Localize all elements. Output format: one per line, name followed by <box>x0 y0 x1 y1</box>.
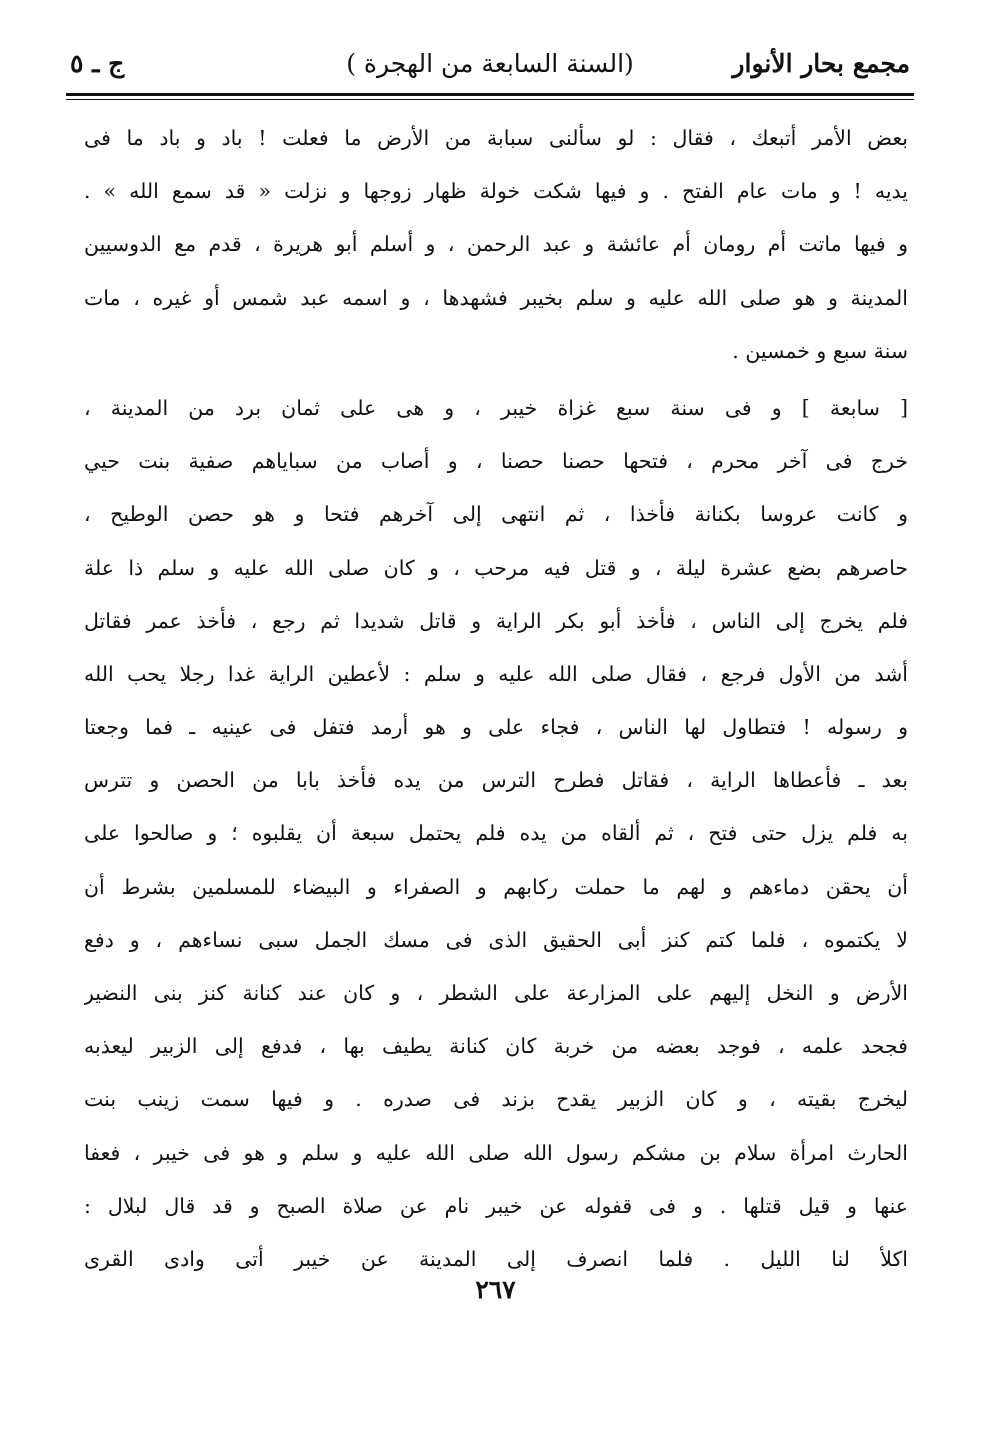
text-line: [ سابعة ] و فى سنة سبع غزاة خيبر ، و هى على ثمان برد من المدينة ، <box>84 395 908 420</box>
text-line: و كانت عروسا بكنانة فأخذا ، ثم انتهى إلى آخرهم فتحا و هو حصن الوطيح ، <box>84 502 908 527</box>
text-line: الأرض و النخل إليهم على المزارعة على الشطر ، و كان عند كنانة كنز بنى النضير <box>84 981 908 1005</box>
text-line: بعد ـ فأعطاها الراية ، فقاتل فطرح الترس من يده فأخذ بابا من الحصن و تترس <box>84 768 908 793</box>
text-line: به فلم يزل حتى فتح ، ثم ألقاه من يده فلم يحتمل سبعة أن يقلبوه ؛ و صالحوا على <box>84 821 908 846</box>
header-rule-thick <box>66 93 914 96</box>
book-title: مجمع بحار الأنوار <box>732 49 910 78</box>
text-line: المدينة و هو صلى الله عليه و سلم بخيبر فشهدها ، و اسمه عبد شمس أو غيره ، مات <box>84 285 908 310</box>
text-line: أشد من الأول فرجع ، فقال صلى الله عليه و سلم : لأعطين الراية غدا رجلا يحب الله <box>84 661 908 686</box>
text-line: بعض الأمر أتبعك ، فقال : لو سألنى سبابة من الأرض ما فعلت ! باد و باد ما فى <box>84 126 908 150</box>
text-line: اكلأ لنا الليل . فلما انصرف إلى المدينة عن خيبر أتى وادى القرى <box>84 1246 908 1271</box>
volume-number: ج ـ ٥ <box>70 49 125 78</box>
text-line: خرج فى آخر محرم ، فتحها حصنا حصنا ، و أصاب من سباياهم صفية بنت حيي <box>84 449 908 474</box>
section-title: (السنة السابعة من الهجرة ) <box>346 49 634 78</box>
text-line: الحارث امرأة سلام بن مشكم رسول الله صلى الله عليه و سلم و هو فى خيبر ، فعفا <box>84 1140 908 1165</box>
running-header <box>70 40 910 90</box>
text-line: أن يحقن دماءهم و لهم ما حملت ركابهم و الصفراء و البيضاء للمسلمين بشرط أن <box>84 874 908 899</box>
body-text <box>84 112 908 1286</box>
text-line: لا يكتموه ، فلما كتم كنز أبى الحقيق الذى فى مسك الجمل سبى نساءهم ، و دفع <box>84 927 908 952</box>
text-line: يديه ! و مات عام الفتح . و فيها شكت خولة ظهار زوجها و نزلت « قد سمع الله » . <box>84 179 908 204</box>
text-line: حاصرهم بضع عشرة ليلة ، و قتل فيه مرحب ، و كان صلى الله عليه و سلم ذا علة <box>84 555 908 580</box>
text-line: و رسوله ! فتطاول لها الناس ، فجاء على و هو أرمد فتفل فى عينيه ـ فما وجعتا <box>84 715 908 740</box>
text-line: فجحد علمه ، فوجد بعضه من خربة كان كنانة يطيف بها ، فدفع إلى الزبير ليعذبه <box>84 1034 908 1059</box>
text-line: عنها و قيل قتلها . و فى قفوله عن خيبر نام عن صلاة الصبح و قد قال لبلال : <box>84 1193 908 1218</box>
text-line: ليخرج بقيته ، و كان الزبير يقدح بزند فى صدره . و فيها سمت زينب بنت <box>84 1087 908 1112</box>
text-line: سنة سبع و خمسين . <box>732 338 908 363</box>
header-rule-thin <box>66 99 914 100</box>
text-line: فلم يخرج إلى الناس ، فأخذ أبو بكر الراية و قاتل شديدا ثم رجع ، فأخذ عمر فقاتل <box>84 608 908 633</box>
text-line: و فيها ماتت أم رومان أم عائشة و عبد الرحمن ، و أسلم أبو هريرة ، قدم مع الدوسيين <box>84 232 908 257</box>
page-number: ٢٦٧ <box>475 1275 516 1304</box>
